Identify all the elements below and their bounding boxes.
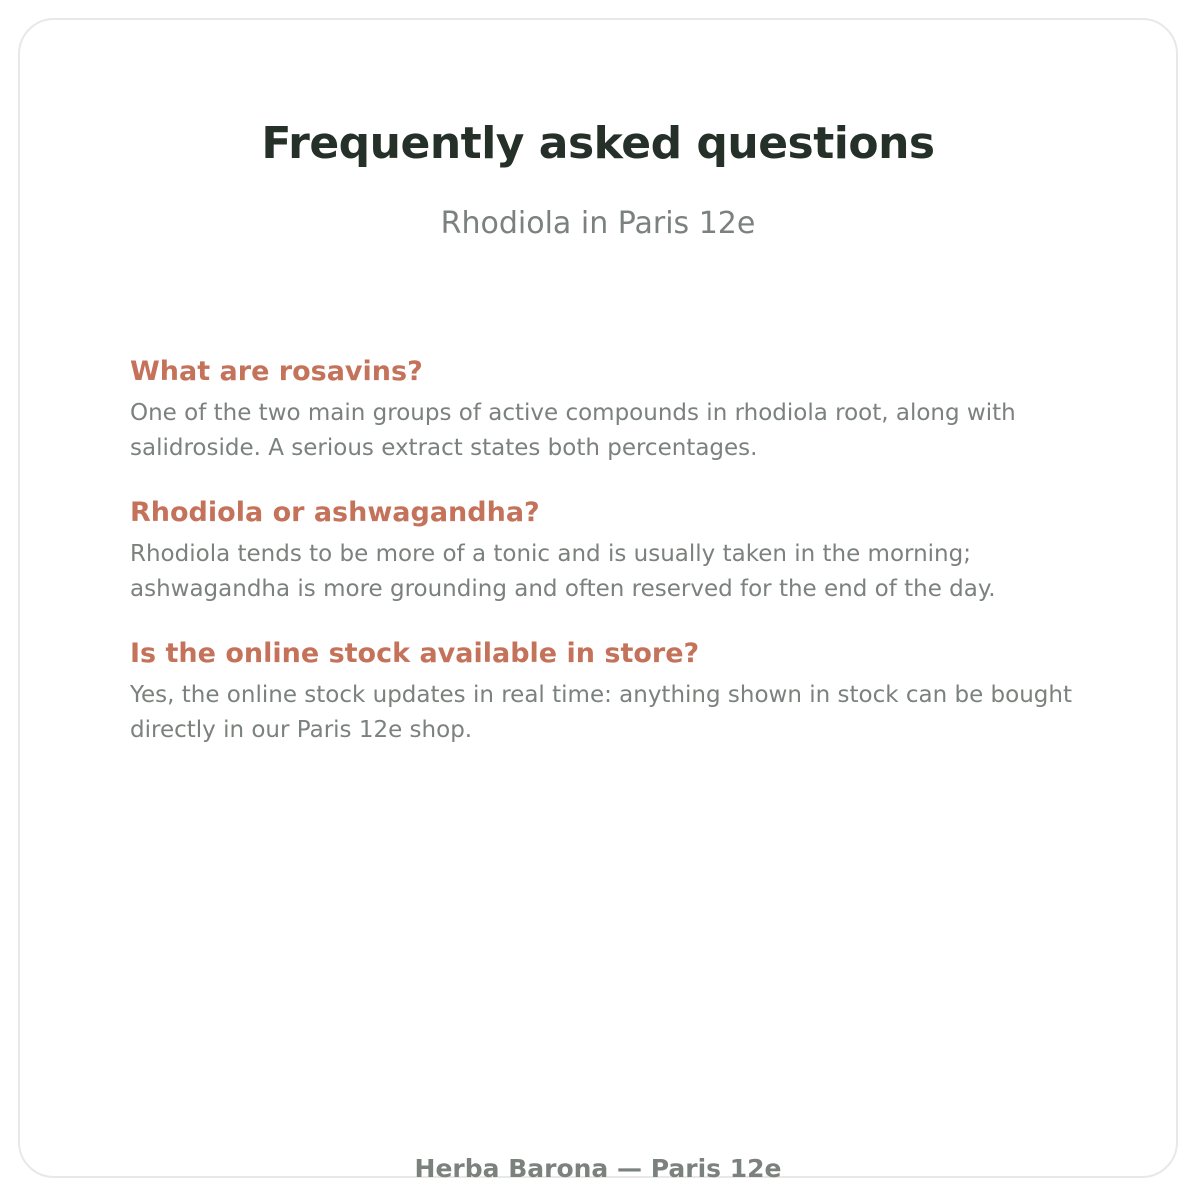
faq-answer: One of the two main groups of active compounds in rhodiola root, along with salidroside. A serious extract states both percentages.: [130, 400, 1016, 461]
faq-question: Is the online stock available in store?: [130, 638, 700, 669]
faq-list: [130, 354, 1110, 777]
faq-answer: Rhodiola tends to be more of a tonic and is usually taken in the morning; ashwagandha is more grounding and often reserved for the end of the day.: [130, 541, 996, 602]
page-title: Frequently asked questions: [261, 118, 935, 169]
faq-item: [130, 354, 1110, 466]
faq-card: [18, 18, 1178, 1183]
faq-item: [130, 636, 1110, 748]
faq-question: What are rosavins?: [130, 356, 423, 387]
footer-brand: Herba Barona — Paris 12e: [414, 1154, 782, 1183]
faq-item: [130, 495, 1110, 607]
faq-answer: Yes, the online stock updates in real time: anything shown in stock can be bought directly in our Paris 12e shop.: [130, 682, 1073, 743]
faq-question: Rhodiola or ashwagandha?: [130, 497, 540, 528]
page-subtitle: Rhodiola in Paris 12e: [440, 206, 756, 241]
